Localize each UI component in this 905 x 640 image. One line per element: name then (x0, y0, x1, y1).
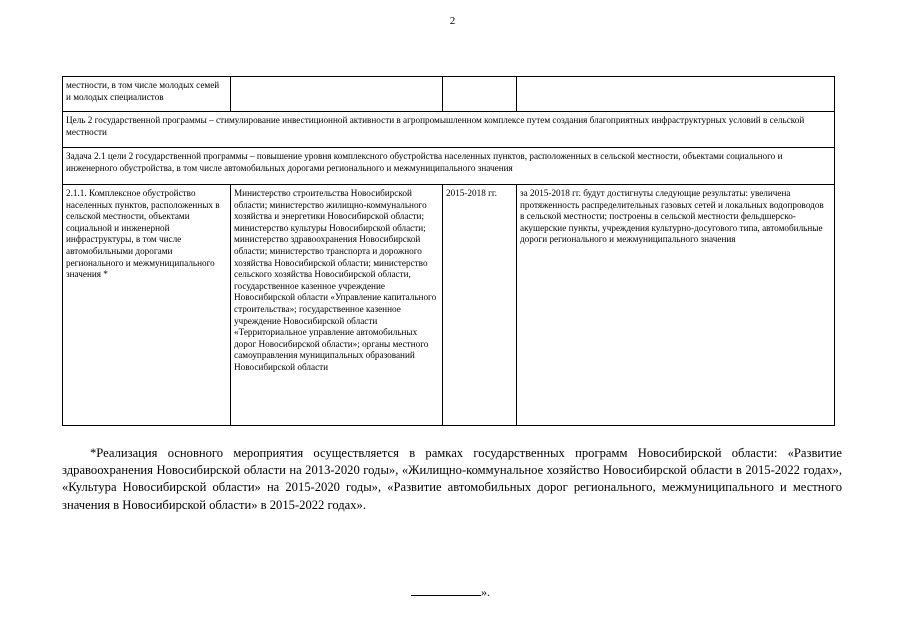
table-cell-results (517, 77, 835, 112)
table-cell-period (443, 77, 517, 112)
table-row-task (63, 148, 835, 185)
table-row-goal (63, 112, 835, 148)
footnote: *Реализация основного мероприятия осуществляется в рамках государственных программ Новосибирской области: «Развитие здравоохранения Новосибирской области на 2013-2020 годы», «Жилищно-коммунальное хозяйство Новосибирской области в 2015-2022 годах», «Культура Новосибирской области» на 2015-2020 годы», «Развитие автомобильных дорог регионального, межмуниципального и местного значения в Новосибирской области» в 2015-2022 годах». (62, 446, 842, 512)
period-cell: 2015-2018 гг. (443, 185, 517, 426)
goal-cell: Цель 2 государственной программы – стимулирование инвестиционной активности в агропромышленном комплексе путем создания благоприятных инфраструктурных условий в сельской местности (63, 112, 835, 148)
table-cell-activity: местности, в том числе молодых семей и молодых специалистов (63, 77, 231, 112)
executors-cell: Министерство строительства Новосибирской области; министерство жилищно-коммунального хозяйства и энергетики Новосибирской области; министерство культуры Новосибирской области; министерство здравоохранения Новосибирской области; министерство транспорта и дорожного хозяйства Новосибирской области; министерство сельского хозяйства Новосибирской области, государственное казенное учреждение Новосибирской области «Управление капитального строительства»; государственное казенное учреждение Новосибирской области «Территориальное управление автомобильных дорог Новосибирской области»; органы местного самоуправления муниципальных образований Новосибирской области (231, 185, 443, 426)
closing-mark (411, 585, 490, 600)
table-row-activity (63, 185, 835, 426)
table-row (63, 77, 835, 112)
task-cell: Задача 2.1 цели 2 государственной программы – повышение уровня комплексного обустройства населенных пунктов, расположенных в сельской местности, объектами социального и инженерного обустройства, в том числе автомобильных дорогами регионального и межмуниципального значения (63, 148, 835, 185)
program-table (62, 76, 835, 426)
results-cell: за 2015-2018 гг. будут достигнуты следующие результаты: увеличена протяженность распределительных газовых сетей и локальных водопроводов в сельской местности; построены в сельской местности фельдшерско-акушерские пункты, учреждения культурно-досугового типа, автомобильные дороги регионального и межмуниципального значения (517, 185, 835, 426)
closing-underline (411, 586, 481, 596)
closing-quote: ». (481, 585, 490, 599)
table-cell-executors (231, 77, 443, 112)
page-number: 2 (449, 15, 456, 27)
activity-cell: 2.1.1. Комплексное обустройство населенных пунктов, расположенных в сельской местности, объектами социальной и инженерной инфраструктуры, в том числе автомобильными дорогами регионального и межмуниципального значения * (63, 185, 231, 426)
